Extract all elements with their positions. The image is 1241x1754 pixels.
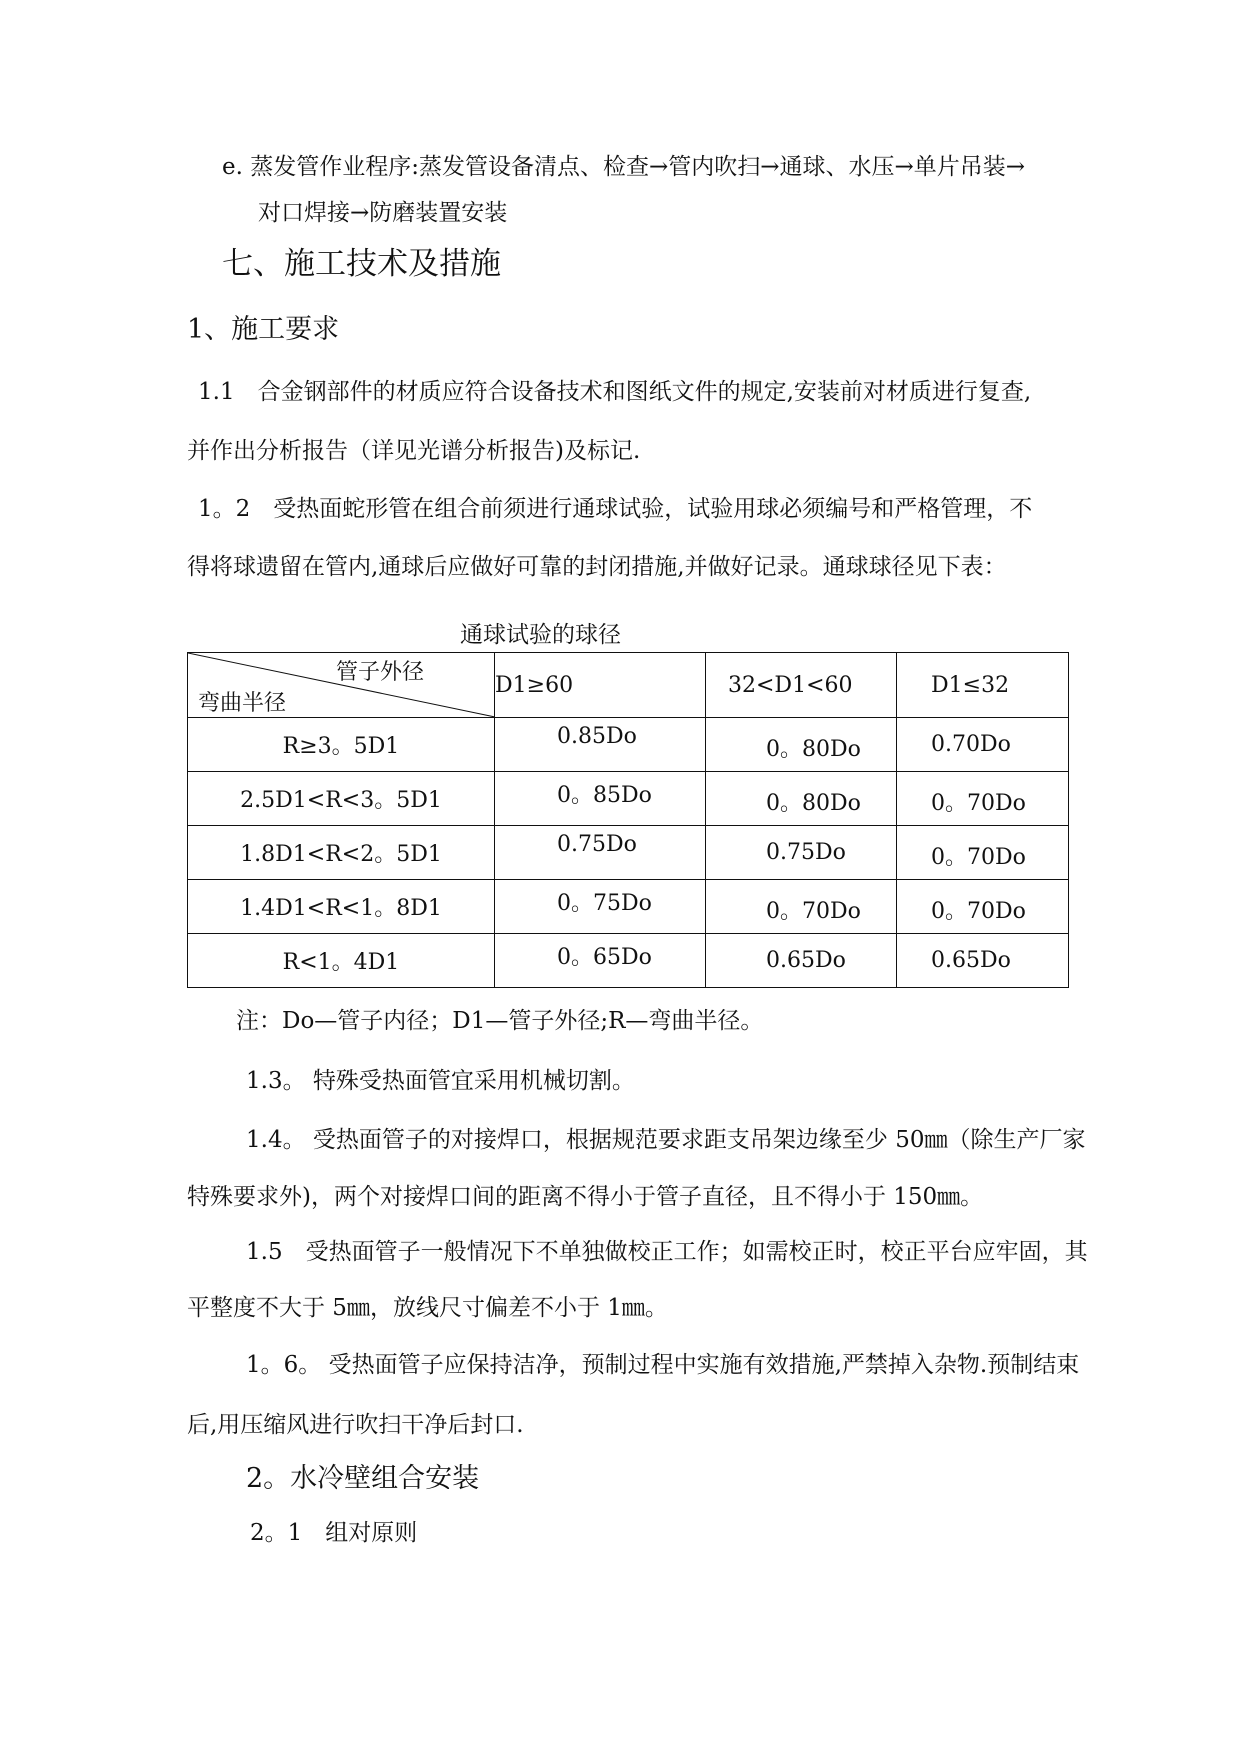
corner-label-outer-diameter: 管子外径	[336, 660, 425, 685]
bend-radius-cell: 1.4D1<R<1。8D1	[188, 880, 495, 934]
subsection-heading: 1、施工要求	[187, 314, 340, 345]
value-cell: 0.65Do	[931, 948, 1011, 973]
table-row	[188, 718, 1069, 772]
value-cell: 0。70Do	[931, 791, 1026, 816]
table-header: 32<D1<60	[706, 653, 897, 718]
table-caption: 通球试验的球径	[460, 622, 621, 648]
bend-radius-cell: 2.5D1<R<3。5D1	[188, 772, 495, 826]
paragraph-1-2-line1: 1。2 受热面蛇形管在组合前须进行通球试验，试验用球必须编号和严格管理，不	[198, 496, 1033, 522]
paragraph-1-4-line2: 特殊要求外)，两个对接焊口间的距离不得小于管子直径，且不得小于 150㎜。	[187, 1184, 984, 1210]
table-row	[188, 934, 1069, 988]
bend-radius-cell: R<1。4D1	[188, 934, 495, 988]
value-cell: 0。70Do	[931, 899, 1026, 924]
paragraph-1-2-line2: 得将球遗留在管内,通球后应做好可靠的封闭措施,并做好记录。通球球径见下表：	[187, 554, 1007, 580]
table-header: D1≥60	[495, 653, 706, 718]
value-cell: 0。75Do	[557, 891, 652, 916]
table-header: D1≤32	[897, 653, 1069, 718]
subsection-heading: 2。水冷壁组合安装	[246, 1463, 480, 1494]
bend-radius-cell: R≥3。5D1	[188, 718, 495, 772]
item-e-line2: 对口焊接→防磨装置安装	[258, 200, 508, 226]
table-row	[188, 826, 1069, 880]
table-note: 注：Do—管子内径；D1—管子外径;R—弯曲半径。	[236, 1008, 764, 1034]
table-header-row	[188, 653, 1069, 718]
table-row	[188, 880, 1069, 934]
table-corner-cell	[188, 653, 495, 718]
corner-label-bend-radius: 弯曲半径	[198, 691, 287, 716]
paragraph-1-1-line1: 1.1 合金钢部件的材质应符合设备技术和图纸文件的规定,安装前对材质进行复查,	[198, 379, 1032, 405]
value-cell: 0.65Do	[766, 948, 846, 973]
paragraph-1-6-line1: 1。6。 受热面管子应保持洁净，预制过程中实施有效措施,严禁掉入杂物.预制结束	[246, 1352, 1080, 1378]
value-cell: 0。70Do	[931, 845, 1026, 870]
paragraph-1-5-line1: 1.5 受热面管子一般情况下不单独做校正工作；如需校正时，校正平台应牢固，其	[246, 1239, 1088, 1265]
value-cell: 0。80Do	[766, 737, 861, 762]
paragraph-2-1: 2。1 组对原则	[250, 1520, 418, 1546]
value-cell: 0.75Do	[557, 832, 637, 857]
bend-radius-cell: 1.8D1<R<2。5D1	[188, 826, 495, 880]
item-e-line1: e. 蒸发管作业程序:蒸发管设备清点、检查→管内吹扫→通球、水压→单片吊装→	[222, 154, 1026, 180]
value-cell: 0。85Do	[557, 783, 652, 808]
table-row	[188, 772, 1069, 826]
paragraph-1-3: 1.3。 特殊受热面管宜采用机械切割。	[246, 1068, 635, 1094]
paragraph-1-4-line1: 1.4。 受热面管子的对接焊口，根据规范要求距支吊架边缘至少 50㎜（除生产厂家	[246, 1127, 1086, 1153]
ball-diameter-table	[187, 652, 1069, 988]
paragraph-1-1-line2: 并作出分析报告（详见光谱分析报告)及标记.	[187, 438, 641, 464]
paragraph-1-5-line2: 平整度不大于 5㎜，放线尺寸偏差不小于 1㎜。	[187, 1295, 668, 1321]
value-cell: 0。80Do	[766, 791, 861, 816]
value-cell: 0.70Do	[931, 732, 1011, 757]
paragraph-1-6-line2: 后,用压缩风进行吹扫干净后封口.	[187, 1412, 524, 1438]
value-cell: 0。70Do	[766, 899, 861, 924]
value-cell: 0。65Do	[557, 945, 652, 970]
value-cell: 0.75Do	[766, 840, 846, 865]
section-heading: 七、施工技术及措施	[222, 246, 501, 282]
value-cell: 0.85Do	[557, 724, 637, 749]
